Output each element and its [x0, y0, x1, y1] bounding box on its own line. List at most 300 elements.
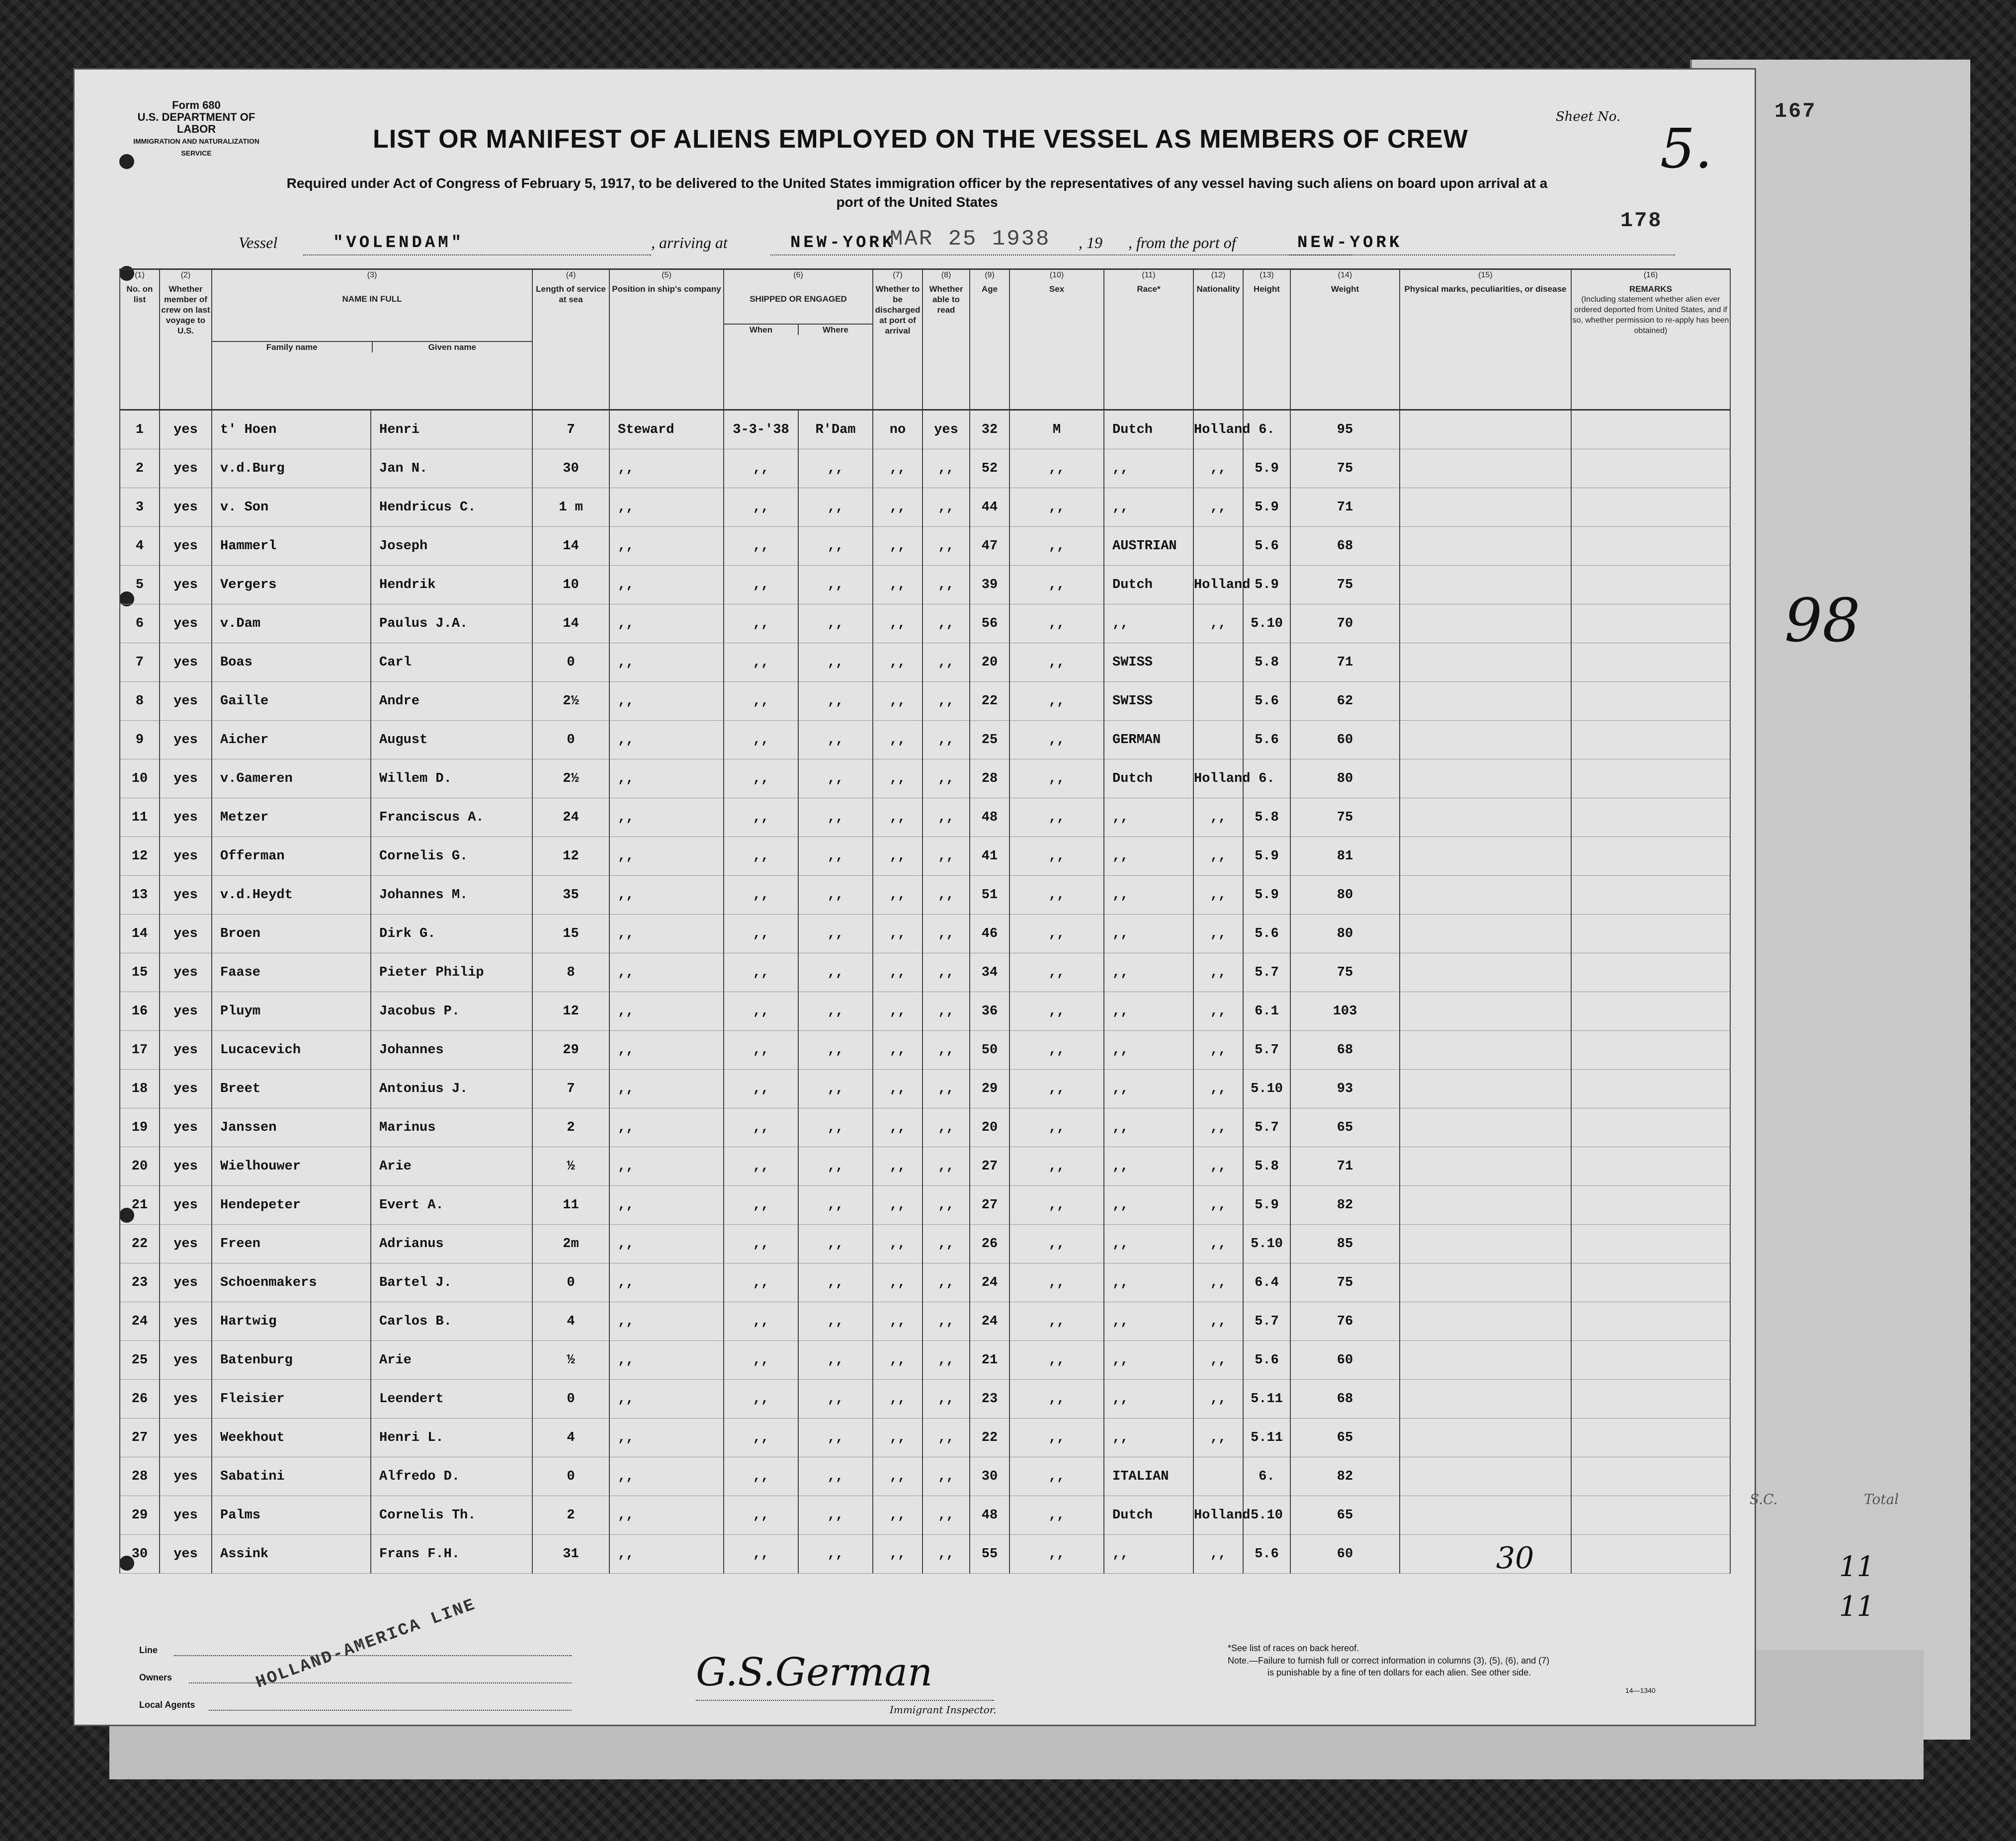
cell-member-last-voyage: yes — [160, 759, 212, 798]
cell-nationality: ,, — [1193, 1302, 1243, 1341]
cell-race: GERMAN — [1104, 721, 1193, 759]
cell-age: 22 — [970, 1419, 1009, 1457]
owners-dotline — [189, 1682, 572, 1683]
header-text: Sex — [1049, 284, 1065, 294]
cell-shipped-when: ,, — [724, 449, 798, 488]
cell-shipped-where: ,, — [798, 449, 873, 488]
cell-height: 5.9 — [1243, 488, 1290, 527]
cell-row-number: 4 — [120, 527, 160, 566]
cell-row-number: 12 — [120, 837, 160, 876]
cell-row-number: 20 — [120, 1147, 160, 1186]
cell-row-number: 27 — [120, 1419, 160, 1457]
cell-position: ,, — [609, 1302, 724, 1341]
cell-race: ,, — [1104, 604, 1193, 643]
cell-race: ,, — [1104, 1108, 1193, 1147]
table-row — [120, 604, 1730, 643]
cell-able-to-read: ,, — [923, 915, 970, 953]
date-stamp: MAR 25 1938 — [890, 227, 1051, 251]
cell-physical-marks — [1400, 1457, 1571, 1496]
cell-member-last-voyage: yes — [160, 682, 212, 721]
table-row — [120, 682, 1730, 721]
cell-discharged: ,, — [873, 1535, 923, 1574]
header-remarks — [1571, 284, 1730, 410]
cell-member-last-voyage: yes — [160, 1380, 212, 1419]
cell-sex: ,, — [1009, 1419, 1104, 1457]
col-num: (9) — [970, 269, 1009, 284]
cell-shipped-when: 3-3-'38 — [724, 410, 798, 449]
cell-given-name: Frans F.H. — [371, 1535, 532, 1574]
cell-weight: 65 — [1290, 1496, 1400, 1535]
cell-row-number: 23 — [120, 1263, 160, 1302]
cell-height: 5.8 — [1243, 643, 1290, 682]
col-num: (3) — [212, 269, 532, 284]
cell-able-to-read: ,, — [923, 1419, 970, 1457]
cell-race: ,, — [1104, 1147, 1193, 1186]
margin-count-1: 11 — [1839, 1551, 1875, 1583]
cell-shipped-where: ,, — [798, 643, 873, 682]
cell-physical-marks — [1400, 837, 1571, 876]
cell-row-number: 21 — [120, 1186, 160, 1225]
cell-row-number: 16 — [120, 992, 160, 1031]
cell-sex: ,, — [1009, 566, 1104, 604]
header-text: REMARKS — [1629, 284, 1672, 294]
header-subtext: (Including statement whether alien ever ordered deported from United States, and if so, whether permission to re-apply has been obtained) — [1572, 295, 1729, 335]
cell-member-last-voyage: yes — [160, 604, 212, 643]
cell-position: ,, — [609, 1535, 724, 1574]
cell-age: 56 — [970, 604, 1009, 643]
cell-discharged: ,, — [873, 1496, 923, 1535]
cell-sex: ,, — [1009, 1147, 1104, 1186]
cell-age: 32 — [970, 410, 1009, 449]
cell-shipped-where: ,, — [798, 798, 873, 837]
cell-given-name: Andre — [371, 682, 532, 721]
cell-row-number: 22 — [120, 1225, 160, 1263]
cell-nationality: ,, — [1193, 1263, 1243, 1302]
cell-nationality: ,, — [1193, 798, 1243, 837]
cell-weight: 60 — [1290, 721, 1400, 759]
cell-remarks — [1571, 604, 1730, 643]
cell-able-to-read: ,, — [923, 837, 970, 876]
cell-remarks — [1571, 759, 1730, 798]
cell-length-of-service: 0 — [532, 1263, 609, 1302]
cell-position: ,, — [609, 643, 724, 682]
vessel-name: "VOLENDAM" — [333, 234, 465, 252]
agents-dotline — [209, 1710, 572, 1711]
cell-weight: 65 — [1290, 1419, 1400, 1457]
header-nationality — [1193, 284, 1243, 410]
cell-able-to-read: ,, — [923, 1031, 970, 1070]
column-number-row — [120, 269, 1730, 284]
cell-family-name: Faase — [212, 953, 371, 992]
cell-height: 5.6 — [1243, 1535, 1290, 1574]
cell-sex: ,, — [1009, 1457, 1104, 1496]
cell-age: 50 — [970, 1031, 1009, 1070]
header-when: When — [724, 325, 799, 335]
cell-position: ,, — [609, 1341, 724, 1380]
cell-race: Dutch — [1104, 1496, 1193, 1535]
cell-family-name: Janssen — [212, 1108, 371, 1147]
cell-sex: ,, — [1009, 1341, 1104, 1380]
cell-discharged: ,, — [873, 992, 923, 1031]
cell-physical-marks — [1400, 1302, 1571, 1341]
cell-sex: ,, — [1009, 721, 1104, 759]
form-title: LIST OR MANIFEST OF ALIENS EMPLOYED ON THE VESSEL AS MEMBERS OF CREW — [373, 125, 1468, 154]
cell-weight: 60 — [1290, 1341, 1400, 1380]
cell-nationality — [1193, 527, 1243, 566]
cell-remarks — [1571, 876, 1730, 915]
cell-member-last-voyage: yes — [160, 992, 212, 1031]
cell-member-last-voyage: yes — [160, 1225, 212, 1263]
cell-discharged: no — [873, 410, 923, 449]
cell-row-number: 26 — [120, 1380, 160, 1419]
cell-height: 5.6 — [1243, 682, 1290, 721]
cell-shipped-when: ,, — [724, 1419, 798, 1457]
cell-weight: 75 — [1290, 953, 1400, 992]
cell-able-to-read: ,, — [923, 1070, 970, 1108]
cell-race: Dutch — [1104, 566, 1193, 604]
cell-member-last-voyage: yes — [160, 837, 212, 876]
cell-physical-marks — [1400, 1496, 1571, 1535]
cell-shipped-when: ,, — [724, 992, 798, 1031]
cell-shipped-when: ,, — [724, 1263, 798, 1302]
table-row — [120, 449, 1730, 488]
cell-height: 5.6 — [1243, 721, 1290, 759]
cell-member-last-voyage: yes — [160, 1302, 212, 1341]
header-physical-marks — [1400, 284, 1571, 410]
cell-nationality: Holland — [1193, 566, 1243, 604]
cell-physical-marks — [1400, 643, 1571, 682]
cell-shipped-where: ,, — [798, 527, 873, 566]
cell-weight: 70 — [1290, 604, 1400, 643]
cell-nationality: ,, — [1193, 876, 1243, 915]
cell-given-name: Arie — [371, 1147, 532, 1186]
cell-shipped-where: ,, — [798, 1031, 873, 1070]
cell-remarks — [1571, 798, 1730, 837]
cell-race: ,, — [1104, 992, 1193, 1031]
cell-length-of-service: ½ — [532, 1147, 609, 1186]
cell-discharged: ,, — [873, 1108, 923, 1147]
cell-weight: 75 — [1290, 449, 1400, 488]
cell-sex: ,, — [1009, 449, 1104, 488]
cell-physical-marks — [1400, 410, 1571, 449]
cell-able-to-read: ,, — [923, 449, 970, 488]
cell-weight: 68 — [1290, 1380, 1400, 1419]
footer-note-1: Note.—Failure to furnish full or correct information in columns (3), (5), (6), and (7) — [1228, 1656, 1550, 1666]
cell-remarks — [1571, 1186, 1730, 1225]
cell-shipped-when: ,, — [724, 1108, 798, 1147]
cell-family-name: Wielhouwer — [212, 1147, 371, 1186]
cell-height: 5.8 — [1243, 1147, 1290, 1186]
cell-height: 5.7 — [1243, 953, 1290, 992]
cell-race: Dutch — [1104, 410, 1193, 449]
header-text: Nationality — [1196, 284, 1240, 294]
cell-remarks — [1571, 1496, 1730, 1535]
cell-family-name: Sabatini — [212, 1457, 371, 1496]
cell-row-number: 2 — [120, 449, 160, 488]
subtitle-line-2: port of the United States — [836, 194, 998, 210]
cell-family-name: t' Hoen — [212, 410, 371, 449]
cell-height: 5.9 — [1243, 837, 1290, 876]
cell-length-of-service: 29 — [532, 1031, 609, 1070]
cell-sex: ,, — [1009, 915, 1104, 953]
cell-given-name: Evert A. — [371, 1186, 532, 1225]
cell-shipped-when: ,, — [724, 876, 798, 915]
col-num: (7) — [873, 269, 923, 284]
cell-sex: ,, — [1009, 1380, 1104, 1419]
table-row — [120, 992, 1730, 1031]
cell-discharged: ,, — [873, 1457, 923, 1496]
cell-shipped-where: ,, — [798, 1263, 873, 1302]
cell-row-number: 13 — [120, 876, 160, 915]
cell-given-name: Carl — [371, 643, 532, 682]
table-row — [120, 1535, 1730, 1574]
table-row — [120, 1419, 1730, 1457]
cell-able-to-read: ,, — [923, 1535, 970, 1574]
cell-discharged: ,, — [873, 1225, 923, 1263]
cell-race: ,, — [1104, 1031, 1193, 1070]
sheet-number: 5. — [1660, 117, 1712, 180]
header-race — [1104, 284, 1193, 410]
cell-remarks — [1571, 1302, 1730, 1341]
cell-weight: 80 — [1290, 915, 1400, 953]
header-text: Weight — [1331, 284, 1359, 294]
cell-able-to-read: ,, — [923, 1302, 970, 1341]
cell-member-last-voyage: yes — [160, 1419, 212, 1457]
cell-member-last-voyage: yes — [160, 1186, 212, 1225]
cell-position: ,, — [609, 604, 724, 643]
cell-height: 6. — [1243, 1457, 1290, 1496]
table-row — [120, 798, 1730, 837]
cell-length-of-service: 11 — [532, 1186, 609, 1225]
cell-weight: 103 — [1290, 992, 1400, 1031]
cell-member-last-voyage: yes — [160, 488, 212, 527]
cell-race: SWISS — [1104, 682, 1193, 721]
col-num: (15) — [1400, 269, 1571, 284]
cell-row-number: 1 — [120, 410, 160, 449]
cell-physical-marks — [1400, 759, 1571, 798]
cell-position: Steward — [609, 410, 724, 449]
cell-weight: 93 — [1290, 1070, 1400, 1108]
cell-height: 5.9 — [1243, 566, 1290, 604]
cell-weight: 75 — [1290, 566, 1400, 604]
cell-age: 55 — [970, 1535, 1009, 1574]
cell-nationality: ,, — [1193, 1225, 1243, 1263]
cell-age: 23 — [970, 1380, 1009, 1419]
margin-total-label: Total — [1864, 1491, 1899, 1507]
cell-position: ,, — [609, 1031, 724, 1070]
cell-able-to-read: yes — [923, 410, 970, 449]
cell-remarks — [1571, 1341, 1730, 1380]
cell-sex: ,, — [1009, 1263, 1104, 1302]
table-row — [120, 1070, 1730, 1108]
table-row — [120, 488, 1730, 527]
cell-race: ,, — [1104, 953, 1193, 992]
cell-given-name: Jacobus P. — [371, 992, 532, 1031]
cell-family-name: Freen — [212, 1225, 371, 1263]
cell-shipped-where: ,, — [798, 992, 873, 1031]
cell-remarks — [1571, 1147, 1730, 1186]
cell-member-last-voyage: yes — [160, 1070, 212, 1108]
cell-position: ,, — [609, 566, 724, 604]
cell-member-last-voyage: yes — [160, 1341, 212, 1380]
cell-discharged: ,, — [873, 798, 923, 837]
header-weight — [1290, 284, 1400, 410]
cell-row-number: 18 — [120, 1070, 160, 1108]
cell-position: ,, — [609, 682, 724, 721]
cell-height: 5.7 — [1243, 1031, 1290, 1070]
cell-height: 5.9 — [1243, 449, 1290, 488]
cell-position: ,, — [609, 1147, 724, 1186]
cell-family-name: Palms — [212, 1496, 371, 1535]
cell-physical-marks — [1400, 1186, 1571, 1225]
cell-weight: 76 — [1290, 1302, 1400, 1341]
cell-weight: 71 — [1290, 488, 1400, 527]
cell-shipped-where: ,, — [798, 1070, 873, 1108]
cell-discharged: ,, — [873, 1147, 923, 1186]
cell-race: ,, — [1104, 1535, 1193, 1574]
col-num: (11) — [1104, 269, 1193, 284]
cell-weight: 75 — [1290, 798, 1400, 837]
cell-height: 5.11 — [1243, 1419, 1290, 1457]
cell-family-name: Batenburg — [212, 1341, 371, 1380]
cell-able-to-read: ,, — [923, 1380, 970, 1419]
cell-shipped-where: ,, — [798, 1341, 873, 1380]
header-text: No. on list — [126, 284, 153, 304]
cell-discharged: ,, — [873, 1341, 923, 1380]
cell-shipped-where: ,, — [798, 721, 873, 759]
cell-given-name: Cornelis Th. — [371, 1496, 532, 1535]
cell-family-name: Hartwig — [212, 1302, 371, 1341]
cell-race: ,, — [1104, 449, 1193, 488]
line-dotline — [174, 1655, 572, 1656]
cell-family-name: Lucacevich — [212, 1031, 371, 1070]
cell-remarks — [1571, 1263, 1730, 1302]
table-row — [120, 721, 1730, 759]
cell-remarks — [1571, 1419, 1730, 1457]
cell-family-name: Fleisier — [212, 1380, 371, 1419]
cell-weight: 95 — [1290, 410, 1400, 449]
cell-remarks — [1571, 643, 1730, 682]
cell-sex: ,, — [1009, 1070, 1104, 1108]
cell-weight: 82 — [1290, 1457, 1400, 1496]
cell-shipped-when: ,, — [724, 682, 798, 721]
cell-age: 28 — [970, 759, 1009, 798]
cell-race: ITALIAN — [1104, 1457, 1193, 1496]
cell-family-name: Offerman — [212, 837, 371, 876]
cell-length-of-service: 7 — [532, 410, 609, 449]
col-num: (8) — [923, 269, 970, 284]
cell-nationality: ,, — [1193, 837, 1243, 876]
cell-position: ,, — [609, 1419, 724, 1457]
cell-sex: ,, — [1009, 1108, 1104, 1147]
cell-height: 5.7 — [1243, 1108, 1290, 1147]
cell-race: ,, — [1104, 1225, 1193, 1263]
cell-age: 24 — [970, 1263, 1009, 1302]
cell-nationality: ,, — [1193, 1147, 1243, 1186]
table-row — [120, 915, 1730, 953]
cell-row-number: 28 — [120, 1457, 160, 1496]
cell-shipped-where: ,, — [798, 876, 873, 915]
cell-physical-marks — [1400, 604, 1571, 643]
cell-height: 5.9 — [1243, 1186, 1290, 1225]
cell-physical-marks — [1400, 566, 1571, 604]
cell-given-name: Henri L. — [371, 1419, 532, 1457]
cell-position: ,, — [609, 449, 724, 488]
cell-able-to-read: ,, — [923, 953, 970, 992]
cell-shipped-when: ,, — [724, 953, 798, 992]
signature-dotline — [696, 1700, 994, 1701]
cell-discharged: ,, — [873, 488, 923, 527]
cell-physical-marks — [1400, 1147, 1571, 1186]
cell-shipped-when: ,, — [724, 1341, 798, 1380]
cell-nationality: ,, — [1193, 1031, 1243, 1070]
cell-sex: ,, — [1009, 798, 1104, 837]
cell-height: 5.9 — [1243, 876, 1290, 915]
header-text: Whether member of crew on last voyage to U.S. — [161, 284, 210, 335]
header-text: Length of service at sea — [536, 284, 606, 304]
cell-height: 6.1 — [1243, 992, 1290, 1031]
cell-length-of-service: 2 — [532, 1496, 609, 1535]
table-row — [120, 1263, 1730, 1302]
cell-row-number: 19 — [120, 1108, 160, 1147]
cell-physical-marks — [1400, 1263, 1571, 1302]
sheet-label: Sheet No. — [1556, 109, 1621, 124]
cell-row-number: 10 — [120, 759, 160, 798]
cell-height: 5.10 — [1243, 1225, 1290, 1263]
cell-discharged: ,, — [873, 449, 923, 488]
cell-nationality: ,, — [1193, 953, 1243, 992]
inspector-signature: G.S.German — [696, 1650, 933, 1695]
cell-discharged: ,, — [873, 566, 923, 604]
cell-discharged: ,, — [873, 1186, 923, 1225]
table-row — [120, 1225, 1730, 1263]
cell-position: ,, — [609, 1496, 724, 1535]
cell-length-of-service: 14 — [532, 604, 609, 643]
header-member-last-voyage — [160, 284, 212, 410]
cell-given-name: Henri — [371, 410, 532, 449]
col-num: (1) — [120, 269, 160, 284]
cell-nationality: ,, — [1193, 1186, 1243, 1225]
cell-age: 51 — [970, 876, 1009, 915]
cell-position: ,, — [609, 876, 724, 915]
cell-age: 39 — [970, 566, 1009, 604]
header-no-on-list — [120, 284, 160, 410]
from-dotline — [1287, 254, 1675, 255]
cell-remarks — [1571, 682, 1730, 721]
cell-race: ,, — [1104, 1263, 1193, 1302]
cell-shipped-where: ,, — [798, 488, 873, 527]
cell-sex: ,, — [1009, 953, 1104, 992]
cell-shipped-when: ,, — [724, 798, 798, 837]
cell-sex: ,, — [1009, 488, 1104, 527]
cell-family-name: v.d.Heydt — [212, 876, 371, 915]
cell-age: 48 — [970, 798, 1009, 837]
cell-length-of-service: 15 — [532, 915, 609, 953]
cell-family-name: v. Son — [212, 488, 371, 527]
cell-discharged: ,, — [873, 915, 923, 953]
cell-position: ,, — [609, 1380, 724, 1419]
cell-discharged: ,, — [873, 876, 923, 915]
cell-nationality — [1193, 643, 1243, 682]
header-height — [1243, 284, 1290, 410]
arriving-label: , arriving at — [651, 234, 728, 251]
cell-race: AUSTRIAN — [1104, 527, 1193, 566]
cell-able-to-read: ,, — [923, 1341, 970, 1380]
cell-discharged: ,, — [873, 1419, 923, 1457]
cell-weight: 71 — [1290, 643, 1400, 682]
form-code: 14—1340 — [1625, 1686, 1656, 1694]
cell-given-name: Adrianus — [371, 1225, 532, 1263]
